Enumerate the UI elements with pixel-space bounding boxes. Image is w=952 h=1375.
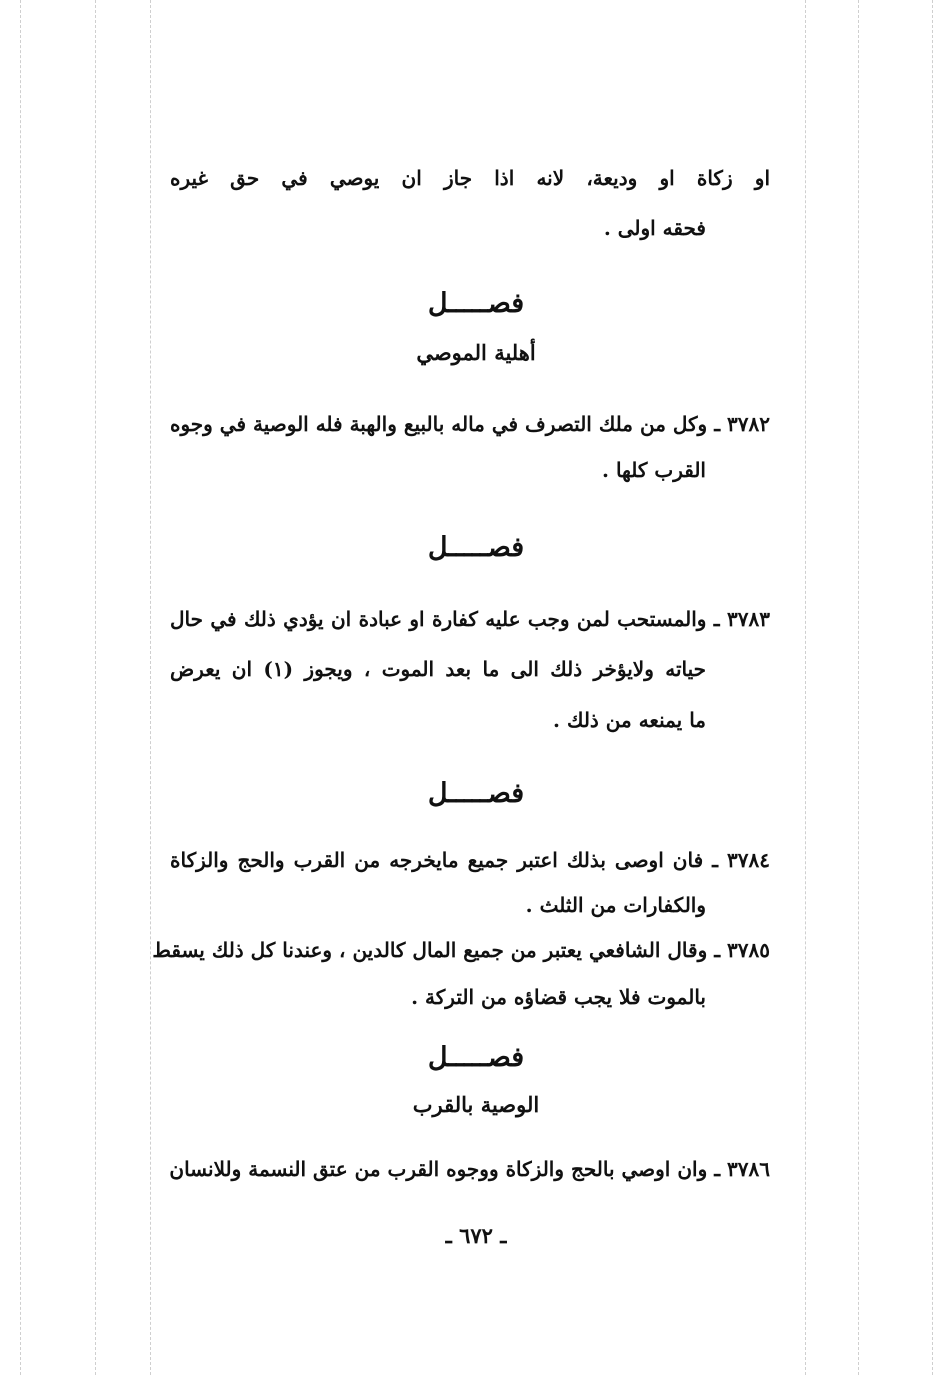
scan-guide-line (805, 0, 806, 1375)
section-subheading: الوصية بالقرب (412, 1092, 540, 1117)
paragraph-line: ٣٧٨٤ ـ فان اوصى بذلك اعتبر جميع مايخرجه من القرب والحج والزكاة (170, 848, 770, 872)
paragraph-line: والكفارات من الثلث . (525, 893, 706, 917)
paragraph-line: ٣٧٨٦ ـ وان اوصي بالحج والزكاة ووجوه القرب من عتق النسمة وللانسان (169, 1157, 770, 1181)
scan-guide-line (20, 0, 21, 1375)
scan-guide-line (932, 0, 933, 1375)
intro-line: او زكاة او وديعة، لانه اذا جاز ان يوصي في حق غيره (170, 166, 770, 190)
section-heading: فصـــــل (427, 1042, 525, 1073)
scan-guide-line (95, 0, 96, 1375)
paragraph-line: ٣٧٨٣ ـ والمستحب لمن وجب عليه كفارة او عبادة ان يؤدي ذلك في حال (170, 607, 770, 631)
intro-line: فحقه اولى . (603, 216, 706, 240)
paragraph-line: ٣٧٨٢ ـ وكل من ملك التصرف في ماله بالبيع والهبة فله الوصية في وجوه (170, 412, 770, 436)
paragraph-line: حياته ولايؤخر ذلك الى ما بعد الموت ، ويجوز (١) ان يعرض (170, 657, 707, 681)
paragraph-line: ٣٧٨٥ ـ وقال الشافعي يعتبر من جميع المال كالدين ، وعندنا كل ذلك يسقط (152, 938, 770, 962)
section-heading: فصـــــل (427, 288, 525, 319)
paragraph-line: ما يمنعه من ذلك . (553, 708, 706, 732)
paragraph-line: القرب كلها . (602, 458, 706, 482)
section-heading: فصـــــل (427, 532, 525, 563)
scan-guide-line (150, 0, 151, 1375)
paragraph-line: بالموت فلا يجب قضاؤه من التركة . (411, 985, 706, 1009)
section-subheading: أهلية الموصي (416, 340, 536, 365)
page-number: ـ ٦٧٢ ـ (445, 1223, 507, 1248)
scan-guide-line (858, 0, 859, 1375)
section-heading: فصـــــل (427, 778, 525, 809)
